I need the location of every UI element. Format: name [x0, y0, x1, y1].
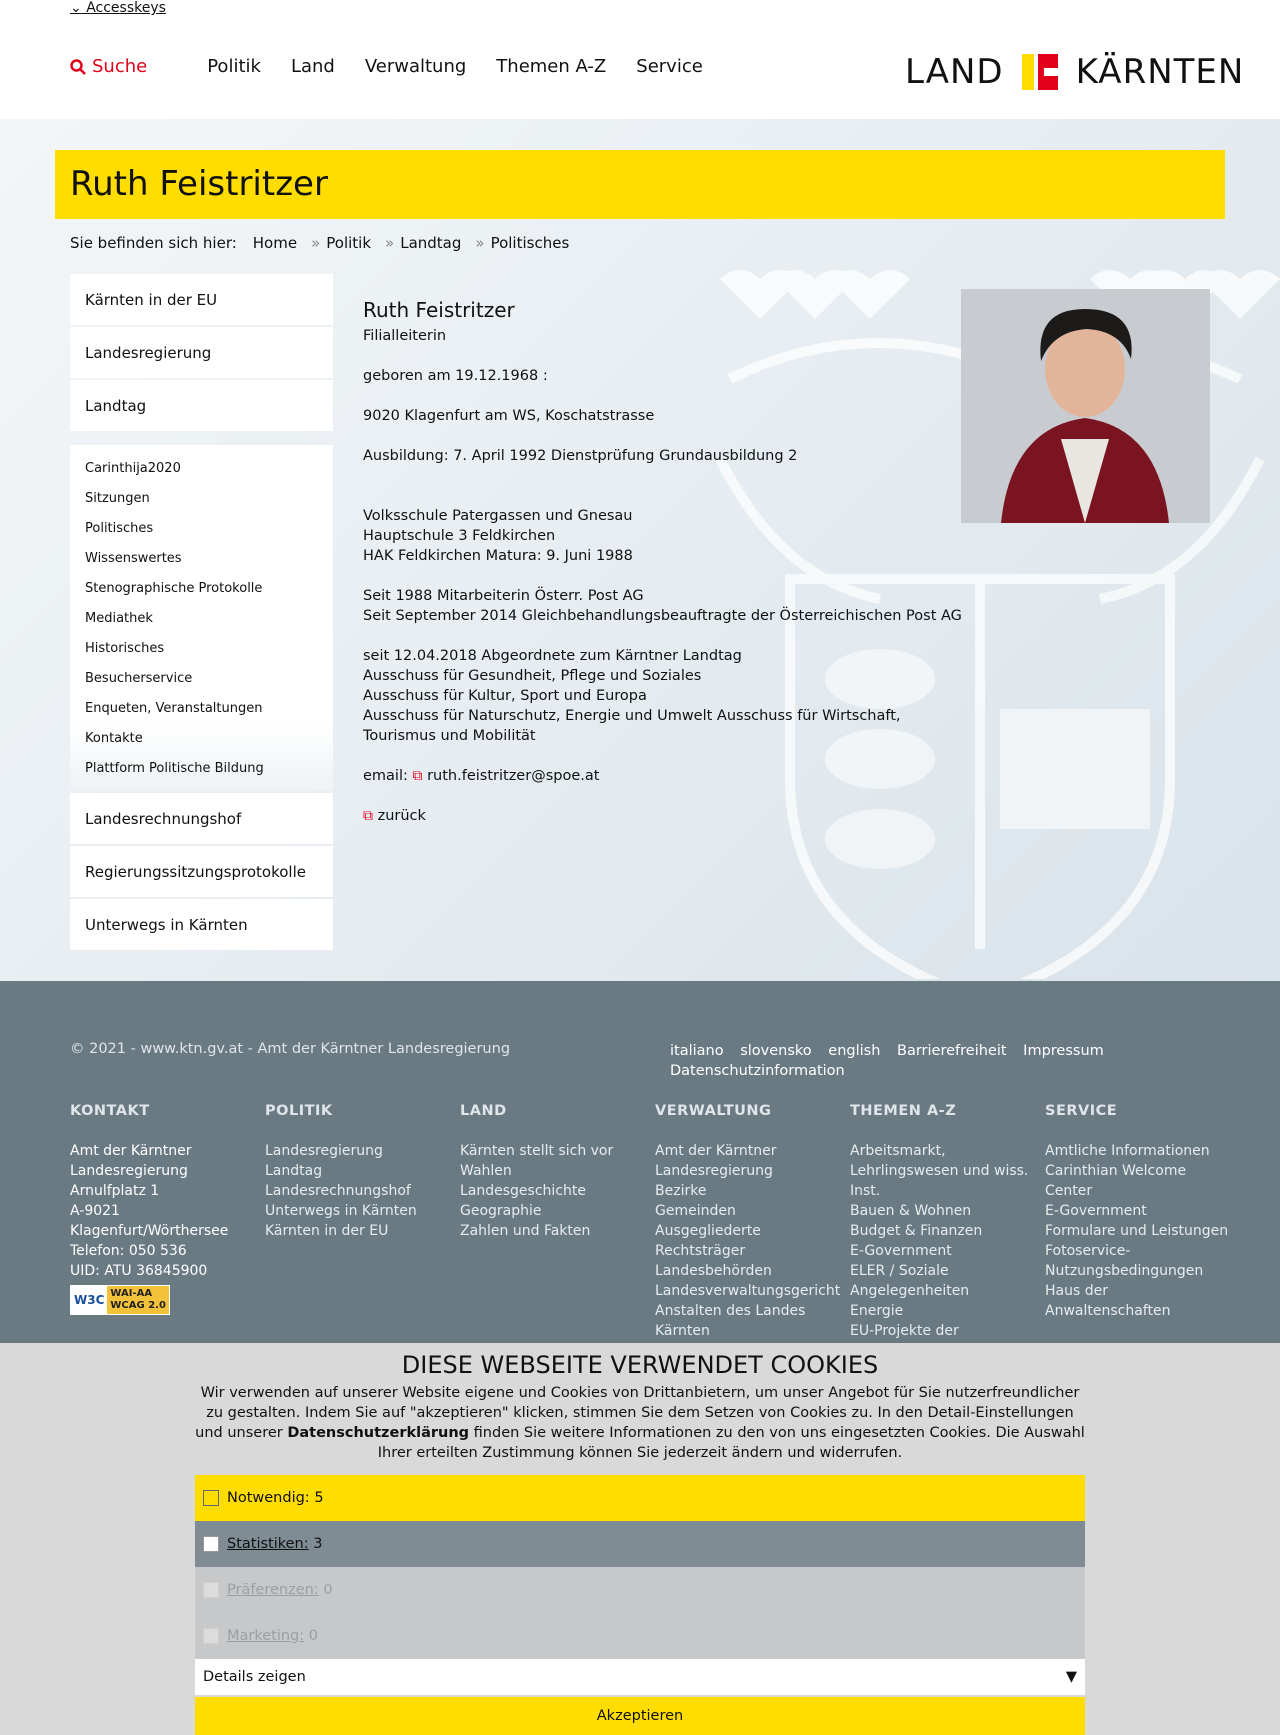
wcag-badge-icon[interactable]: [70, 1285, 170, 1315]
badge-w3c: W3C: [71, 1286, 107, 1314]
politics-line: Ausschuss für Gesundheit, Pflege und Soziales: [363, 668, 702, 684]
profile-name: Ruth Feistritzer: [363, 298, 515, 322]
sidebar-sub-item[interactable]: Politisches: [85, 520, 154, 536]
cookie-text-part: Wir verwenden auf unserer Website eigene und Cookies von Drittanbietern, um unser Angebot für Sie nutzerfreundlicher zu gestalten. Indem Sie auf "akzeptieren" klicken, stimmen Sie dem Setzen von Cookies zu. In den Detail-Einstellungen und unserer: [195, 1385, 1080, 1441]
cookie-category-label[interactable]: Statistiken:: [227, 1536, 309, 1552]
footer-copyright: © 2021 - www.ktn.gv.at - Amt der Kärntner Landesregierung: [70, 1041, 511, 1057]
footer-link[interactable]: Geographie: [460, 1203, 542, 1219]
land-kaernten-logo[interactable]: [905, 52, 1244, 92]
profile-photo: [961, 289, 1210, 523]
breadcrumb-label: Sie befinden sich hier:: [70, 234, 237, 252]
badge-wai: WAI-AA: [110, 1288, 153, 1299]
footer-col-service: [1045, 1101, 1235, 1321]
politics-line: Ausschuss für Naturschutz, Energie und Umwelt Ausschuss für Wirtschaft, Tourismus und Mobilität: [363, 708, 901, 744]
footer-link-english[interactable]: english: [828, 1043, 881, 1059]
sidebar-sub-item[interactable]: Plattform Politische Bildung: [85, 760, 264, 776]
cookie-category-count: 5: [314, 1490, 324, 1506]
cookie-category-label[interactable]: Marketing:: [227, 1628, 305, 1644]
sidebar-sub-item[interactable]: Stenographische Protokolle: [85, 580, 263, 596]
profile-content: [363, 300, 963, 846]
sidebar: [70, 274, 333, 952]
footer-link[interactable]: Amt der Kärntner Landesregierung: [655, 1143, 777, 1179]
footer-col-verwaltung: [655, 1101, 845, 1341]
footer-link[interactable]: Landesverwaltungsgericht: [655, 1283, 841, 1299]
politics-line: Ausschuss für Kultur, Sport und Europa: [363, 688, 647, 704]
cookie-category-count: 0: [308, 1628, 318, 1644]
sidebar-sub-item[interactable]: Wissenswertes: [85, 550, 182, 566]
footer-link[interactable]: Anstalten des Landes Kärnten: [655, 1303, 806, 1339]
footer: [0, 981, 1280, 1346]
footer-link[interactable]: Landtag: [265, 1163, 323, 1179]
back-link[interactable]: zurück: [377, 808, 426, 824]
details-toggle[interactable]: [195, 1659, 1085, 1695]
profile-email-row: [363, 766, 963, 786]
nav-search-label: Suche: [92, 56, 148, 77]
footer-link-italiano[interactable]: italiano: [670, 1043, 724, 1059]
footer-link[interactable]: Gemeinden: [655, 1203, 736, 1219]
footer-link[interactable]: Bezirke: [655, 1183, 707, 1199]
footer-text: A-9021 Klagenfurt/Wörthersee: [70, 1203, 229, 1239]
chevron-down-icon: ⌄: [70, 0, 82, 16]
footer-link[interactable]: Kärnten in der EU: [265, 1223, 389, 1239]
footer-link[interactable]: Budget & Finanzen: [850, 1223, 983, 1239]
cookie-category-count: 3: [313, 1536, 323, 1552]
footer-link[interactable]: Landesregierung: [265, 1143, 383, 1159]
breadcrumb-politik[interactable]: Politik: [326, 234, 372, 252]
external-link-icon: ⧉: [412, 768, 423, 784]
accesskeys-label: Accesskeys: [86, 0, 166, 16]
sidebar-sub-item[interactable]: Enqueten, Veranstaltungen: [85, 700, 263, 716]
sidebar-sub-item[interactable]: Carinthija2020: [85, 460, 181, 476]
sidebar-sub-item[interactable]: Kontakte: [85, 730, 143, 746]
main-nav: [70, 56, 733, 77]
footer-link[interactable]: Ausgegliederte Rechtsträger: [655, 1223, 761, 1259]
email-label: email:: [363, 768, 408, 784]
cookie-banner: [0, 1343, 1280, 1735]
chevron-right-icon: »: [311, 234, 321, 252]
nav-verwaltung[interactable]: Verwaltung: [364, 56, 467, 77]
profile-schools: [363, 506, 963, 566]
school-line: Volksschule Patergassen und Gnesau: [363, 508, 633, 524]
profile-education: Ausbildung: 7. April 1992 Dienstprüfung Grundausbildung 2: [363, 448, 798, 464]
profile-job: Filialleiterin: [363, 328, 447, 344]
nav-service[interactable]: Service: [636, 56, 703, 77]
sidebar-sub-item[interactable]: Mediathek: [85, 610, 153, 626]
footer-col-title: POLITIK: [265, 1103, 333, 1119]
sidebar-item-protokolle[interactable]: Regierungssitzungsprotokolle: [70, 846, 333, 897]
footer-text: UID: ATU 36845900: [70, 1263, 208, 1279]
logo-text-left: LAND: [905, 52, 1004, 92]
sidebar-item-eu[interactable]: Kärnten in der EU: [70, 274, 333, 325]
cookie-category-praeferenzen: [195, 1567, 1085, 1613]
back-row: [363, 806, 963, 826]
profile-politics: [363, 646, 963, 746]
footer-link[interactable]: ELER / Soziale Angelegenheiten: [850, 1263, 970, 1299]
footer-col-title: KONTAKT: [70, 1103, 150, 1119]
footer-col-title: THEMEN A-Z: [850, 1103, 957, 1119]
footer-col-title: SERVICE: [1045, 1103, 1118, 1119]
profile-born: geboren am 19.12.1968 :: [363, 368, 548, 384]
footer-link[interactable]: Amtliche Informationen: [1045, 1143, 1210, 1159]
sidebar-sub-item[interactable]: Sitzungen: [85, 490, 150, 506]
footer-link-datenschutz[interactable]: Datenschutzinformation: [670, 1063, 845, 1079]
breadcrumb-landtag[interactable]: Landtag: [400, 234, 462, 252]
footer-col-title: LAND: [460, 1103, 507, 1119]
checkbox-praeferenzen[interactable]: [203, 1582, 219, 1598]
checkbox-marketing[interactable]: [203, 1628, 219, 1644]
school-line: HAK Feldkirchen Matura: 9. Juni 1988: [363, 548, 633, 564]
footer-col-land: [460, 1101, 650, 1241]
footer-link[interactable]: Landesrechnungshof: [265, 1183, 411, 1199]
nav-themen[interactable]: Themen A-Z: [496, 56, 607, 77]
footer-link[interactable]: Kärnten stellt sich vor: [460, 1143, 614, 1159]
footer-link[interactable]: E-Government: [850, 1243, 952, 1259]
nav-politik[interactable]: Politik: [207, 56, 261, 77]
caret-down-icon: ▼: [1065, 1669, 1077, 1685]
nav-land[interactable]: Land: [290, 56, 335, 77]
school-line: Hauptschule 3 Feldkirchen: [363, 528, 556, 544]
footer-col-themen: [850, 1101, 1040, 1341]
breadcrumb: [70, 234, 569, 252]
footer-link[interactable]: Unterwegs in Kärnten: [265, 1203, 417, 1219]
footer-link[interactable]: Wahlen: [460, 1163, 512, 1179]
logo-mark-icon: [1022, 54, 1058, 90]
cookie-category-count: 0: [323, 1582, 333, 1598]
footer-link[interactable]: Zahlen und Fakten: [460, 1223, 591, 1239]
cookie-text-part: finden Sie weitere Informationen zu den von uns eingesetzten Cookies. Die Auswahl Ihrer erteilten Zustimmung können Sie jederzeit ändern und widerrufen.: [377, 1425, 1085, 1461]
chevron-right-icon: »: [385, 234, 395, 252]
accept-button[interactable]: Akzeptieren: [195, 1697, 1085, 1735]
career-line: Seit September 2014 Gleichbehandlungsbeauftragte der Österreichischen Post AG: [363, 608, 962, 624]
search-icon: [70, 59, 86, 75]
footer-link[interactable]: Carinthian Welcome Center: [1045, 1163, 1187, 1199]
footer-link-slovensko[interactable]: slovensko: [740, 1043, 812, 1059]
external-link-icon: ⧉: [363, 808, 373, 824]
cookie-category-label: Notwendig:: [227, 1490, 310, 1506]
logo-text-right: KÄRNTEN: [1075, 52, 1245, 92]
checkbox-statistiken[interactable]: [203, 1536, 219, 1552]
email-link[interactable]: ruth.feistritzer@spoe.at: [427, 768, 600, 784]
details-label: Details zeigen: [203, 1669, 306, 1685]
footer-link[interactable]: EU-Projekte der: [850, 1323, 959, 1339]
privacy-policy-link[interactable]: Datenschutzerklärung: [287, 1425, 470, 1441]
accesskeys-link[interactable]: [70, 0, 166, 16]
cookie-text: [195, 1383, 1085, 1463]
footer-text: Telefon: 050 536: [70, 1243, 187, 1259]
nav-search[interactable]: [70, 56, 177, 77]
footer-col-kontakt: [70, 1101, 260, 1315]
profile-address: 9020 Klagenfurt am WS, Koschatstrasse: [363, 408, 655, 424]
breadcrumb-politisches[interactable]: Politisches: [490, 234, 570, 252]
checkbox-notwendig[interactable]: [203, 1490, 219, 1506]
breadcrumb-home[interactable]: Home: [252, 234, 298, 252]
footer-col-title: VERWALTUNG: [655, 1103, 772, 1119]
sidebar-sub-item[interactable]: Besucherservice: [85, 670, 193, 686]
cookie-category-statistiken: [195, 1521, 1085, 1567]
footer-link[interactable]: Fotoservice-Nutzungsbedingungen: [1045, 1243, 1204, 1279]
footer-link[interactable]: Formulare und Leistungen: [1045, 1223, 1229, 1239]
politics-line: seit 12.04.2018 Abgeordnete zum Kärntner Landtag: [363, 648, 742, 664]
badge-wcag: WCAG 2.0: [110, 1300, 166, 1311]
footer-link-barrierefreiheit[interactable]: Barrierefreiheit: [897, 1043, 1007, 1059]
career-line: Seit 1988 Mitarbeiterin Österr. Post AG: [363, 588, 644, 604]
footer-links: [670, 1041, 1130, 1081]
footer-link[interactable]: Bauen & Wohnen: [850, 1203, 972, 1219]
footer-link[interactable]: Haus der Anwaltenschaften: [1045, 1283, 1171, 1319]
footer-text: Amt der Kärntner Landesregierung: [70, 1143, 192, 1179]
profile-career: [363, 586, 963, 626]
footer-col-politik: [265, 1101, 455, 1241]
footer-link[interactable]: Arbeitsmarkt, Lehrlingswesen und wiss. Inst.: [850, 1143, 1029, 1199]
footer-link[interactable]: Energie: [850, 1303, 904, 1319]
footer-link-impressum[interactable]: Impressum: [1023, 1043, 1104, 1059]
sidebar-submenu: [70, 445, 333, 791]
sidebar-item-landtag[interactable]: Landtag: [70, 380, 333, 431]
page-title: Ruth Feistritzer: [70, 164, 328, 204]
sidebar-sub-item[interactable]: Historisches: [85, 640, 165, 656]
sidebar-item-landesregierung[interactable]: Landesregierung: [70, 327, 333, 378]
sidebar-item-landesrechnungshof[interactable]: Landesrechnungshof: [70, 793, 333, 844]
cookie-category-notwendig: [195, 1475, 1085, 1521]
cookie-category-label[interactable]: Präferenzen:: [227, 1582, 319, 1598]
footer-link[interactable]: Landesgeschichte: [460, 1183, 586, 1199]
sidebar-item-unterwegs[interactable]: Unterwegs in Kärnten: [70, 899, 333, 950]
footer-text: Arnulfplatz 1: [70, 1183, 160, 1199]
footer-link[interactable]: E-Government: [1045, 1203, 1147, 1219]
footer-link[interactable]: Landesbehörden: [655, 1263, 772, 1279]
cookie-title: DIESE WEBSEITE VERWENDET COOKIES: [401, 1351, 879, 1379]
chevron-right-icon: »: [475, 234, 485, 252]
cookie-category-marketing: [195, 1613, 1085, 1659]
page-title-bar: [55, 150, 1225, 219]
